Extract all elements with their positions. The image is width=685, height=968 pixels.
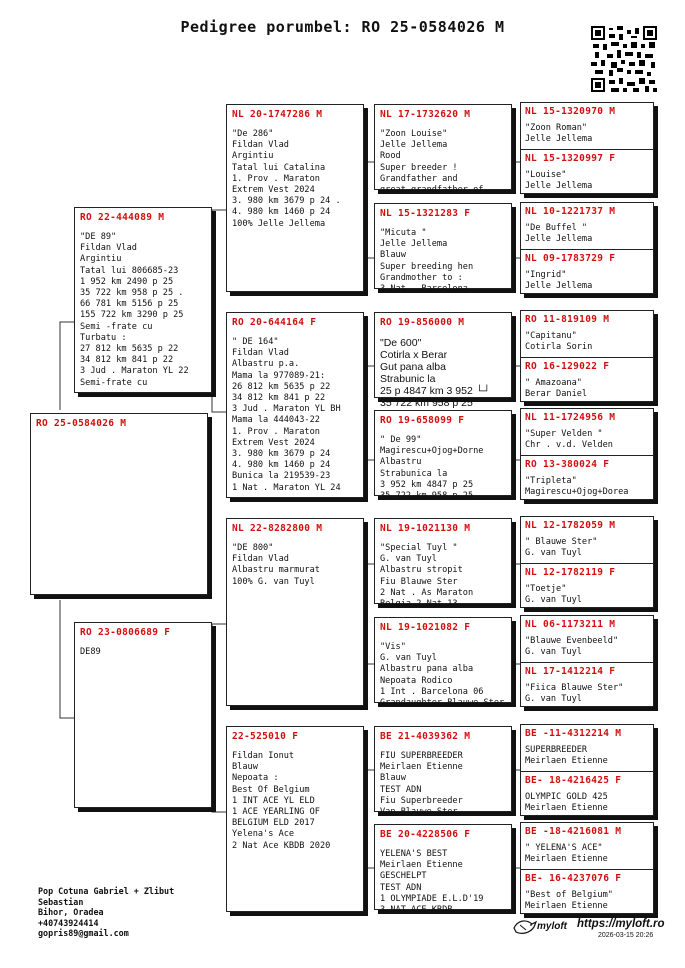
- info-line: Meirlaen Etienne: [525, 803, 608, 814]
- info-line: 1 952 km 2490 p 25: [80, 276, 174, 287]
- info-line: Strabunica la: [380, 468, 448, 479]
- ancestor-ring: NL 09-1783729 F: [525, 253, 616, 264]
- info-line: Strabunic la: [380, 373, 436, 385]
- info-line: "Toetje": [525, 584, 567, 594]
- great-grandparent-lines: [380, 642, 506, 709]
- info-line: " YELENA'S ACE": [525, 843, 603, 853]
- ancestor-entry[interactable]: [521, 149, 653, 195]
- info-line: Gut pana alba: [380, 361, 446, 373]
- grandparent-lines: [232, 129, 358, 230]
- info-line: Semi-frate cu: [80, 377, 148, 388]
- info-line: Fildan Vlad: [232, 140, 289, 151]
- ancestor-ring: BE- 16-4237076 F: [525, 873, 622, 884]
- ancestor-pair-card: [520, 724, 654, 816]
- ancestor-lines: [525, 170, 649, 192]
- info-line: Fildan Ionut: [232, 751, 295, 761]
- ancestor-entry[interactable]: [521, 203, 653, 249]
- info-line: 25 p 4847 km 3 952 └┘: [380, 385, 491, 397]
- ancestor-lines: [525, 890, 649, 912]
- ancestor-entry[interactable]: [521, 311, 653, 357]
- sire-lines: [80, 232, 206, 389]
- ancestor-entry[interactable]: [521, 771, 653, 817]
- ancestor-pair-card: [520, 202, 654, 294]
- great-grandparent-ring: NL 19-1021130 M: [380, 523, 471, 534]
- info-line: Extrem Vest 2024: [232, 437, 315, 448]
- info-line: G. van Tuyl: [525, 694, 582, 705]
- ancestor-entry[interactable]: [521, 455, 653, 501]
- great-grandparent-card[interactable]: [374, 617, 512, 709]
- info-line: Fildan Vlad: [80, 243, 137, 254]
- info-line: "Ingrid": [525, 270, 567, 280]
- info-line: "De 286": [232, 129, 274, 139]
- grandparent-ring: 22-525010 F: [232, 731, 299, 742]
- info-line: Meirlaen Etienne: [525, 854, 608, 865]
- info-line: gopris89@gmail.com: [38, 928, 129, 939]
- info-line: Fiu Blauwe Ster: [380, 576, 458, 587]
- info-line: "Best of Belgium": [525, 890, 613, 900]
- dam-card[interactable]: [74, 622, 212, 808]
- info-line: Argintiu: [232, 151, 274, 162]
- ancestor-lines: [525, 378, 649, 400]
- great-grandparent-lines: [380, 129, 506, 196]
- info-line: Bihor, Oradea: [38, 907, 104, 918]
- great-grandparent-card[interactable]: [374, 824, 512, 916]
- ancestor-entry[interactable]: [521, 249, 653, 295]
- info-line: Jelle Jellema: [525, 134, 593, 145]
- info-line: 3 Jud . Maraton YL 22: [80, 366, 189, 377]
- info-line: "Super Velden ": [525, 429, 603, 439]
- info-line: great grandfather of: [380, 185, 484, 196]
- ancestor-entry[interactable]: [521, 725, 653, 771]
- info-line: 4. 980 km 1460 p 24: [232, 460, 331, 471]
- info-line: Albastru stropit: [380, 565, 463, 576]
- ancestor-lines: [525, 843, 649, 865]
- info-line: "DE 89": [80, 232, 117, 242]
- ancestor-entry[interactable]: [521, 869, 653, 915]
- info-line: Grandfather and: [380, 173, 458, 184]
- info-line: Chr . v.d. Velden: [525, 440, 613, 451]
- info-line: "Zoon Roman": [525, 123, 588, 133]
- info-line: 100% Jelle Jellema: [232, 218, 326, 229]
- great-grandparent-ring: BE 21-4039362 M: [380, 731, 471, 742]
- ancestor-ring: NL 12-1782119 F: [525, 567, 616, 578]
- info-line: Rood: [380, 151, 401, 162]
- info-line: 2 Nat . As Maraton: [380, 587, 474, 598]
- info-line: G. van Tuyl: [525, 647, 582, 658]
- great-grandparent-card[interactable]: [374, 410, 512, 502]
- info-line: 66 781 km 5156 p 25: [80, 299, 179, 310]
- info-line: Nepoata Rodico: [380, 675, 453, 686]
- grandparent-lines: [232, 751, 358, 852]
- grandparent-lines: [232, 337, 358, 494]
- info-line: Argintiu: [80, 254, 122, 265]
- ancestor-ring: RO 16-129022 F: [525, 361, 610, 372]
- grandparent-ring: NL 22-8282800 M: [232, 523, 323, 534]
- info-line: Albastru pana alba: [380, 664, 474, 675]
- great-grandparent-card[interactable]: [374, 518, 512, 610]
- info-line: 1 Nat . Maraton YL 24: [232, 482, 341, 493]
- info-line: Albastru marmurat: [232, 565, 320, 576]
- info-line: 35 722 km 958 p 25 .: [80, 288, 184, 299]
- info-line: 3 NAT ACE KBDB: [380, 905, 453, 916]
- info-line: Turbatu :: [80, 332, 127, 343]
- info-line: Fiu Superbreeder: [380, 795, 463, 806]
- info-line: "Zoon Louise": [380, 129, 448, 139]
- ancestor-lines: [525, 223, 649, 245]
- info-line: Semi -frate cu: [80, 321, 153, 332]
- info-line: G. van Tuyl: [525, 595, 582, 606]
- info-line: 27 812 km 5635 p 22: [80, 344, 179, 355]
- great-grandparent-lines: [380, 435, 506, 502]
- info-line: Cotirla Sorin: [525, 342, 593, 353]
- great-grandparent-lines: [380, 751, 506, 818]
- ancestor-pair-card: [520, 310, 654, 402]
- ancestor-entry[interactable]: [521, 357, 653, 403]
- great-grandparent-ring: BE 20-4228506 F: [380, 829, 471, 840]
- info-line: Pop Cotuna Gabriel + Zlibut: [38, 886, 175, 896]
- info-line: "DE 800": [232, 543, 274, 553]
- info-line: "Micuta ": [380, 228, 427, 238]
- qr-code: [591, 26, 657, 92]
- grandparent-lines: [232, 543, 358, 588]
- info-line: Blauw: [380, 250, 406, 261]
- info-line: SUPERBREEDER: [525, 745, 588, 755]
- info-line: "Special Tuyl ": [380, 543, 458, 553]
- great-grandparent-card[interactable]: [374, 312, 512, 409]
- info-line: Magirescu+Ojog+Dorea: [525, 487, 629, 498]
- info-line: 100% G. van Tuyl: [232, 576, 315, 587]
- ancestor-ring: RO 11-819109 M: [525, 314, 610, 325]
- info-line: 155 722 km 3290 p 25: [80, 310, 184, 321]
- ancestor-pair-card: [520, 408, 654, 500]
- ancestor-entry[interactable]: [521, 517, 653, 563]
- info-line: Best Of Belgium: [232, 784, 310, 795]
- ancestor-lines: [525, 270, 649, 292]
- info-line: 3 952 km 4847 p 25: [380, 479, 474, 490]
- info-line: G. van Tuyl: [525, 548, 582, 559]
- dam-ring: RO 23-0806689 F: [80, 627, 171, 638]
- grandparent-ring: RO 20-644164 F: [232, 317, 317, 328]
- info-line: Van Blauwe Ster: [380, 807, 458, 818]
- great-grandparent-ring: RO 19-856000 M: [380, 317, 465, 328]
- great-grandparent-ring: NL 17-1732620 M: [380, 109, 471, 120]
- info-line: BELGIUM ELD 2017: [232, 818, 315, 829]
- ancestor-lines: [525, 476, 649, 498]
- info-line: 35 722 km 958 p 25: [380, 491, 474, 502]
- ancestor-lines: [525, 584, 649, 606]
- info-line: Sebastian: [38, 896, 84, 907]
- info-line: FIU SUPERBREEDER: [380, 751, 463, 761]
- ancestor-entry[interactable]: [521, 409, 653, 455]
- info-line: TEST ADN: [380, 784, 422, 795]
- info-line: Meirlaen Etienne: [380, 860, 463, 871]
- info-line: 2 Nat Ace KBDB 2020: [232, 840, 331, 851]
- info-line: 1. Prov . Maraton: [232, 173, 320, 184]
- ancestor-lines: [525, 745, 649, 767]
- info-line: Belgia 2 Nat 13: [380, 599, 458, 610]
- info-line: Fildan Vlad: [232, 348, 289, 359]
- great-grandparent-lines: [380, 543, 506, 610]
- info-line: 34 812 km 841 p 22: [232, 393, 326, 404]
- ancestor-ring: NL 15-1320970 M: [525, 106, 616, 117]
- info-line: Super breeder !: [380, 162, 458, 173]
- ancestor-entry[interactable]: [521, 823, 653, 869]
- brand-name: myloft: [537, 921, 567, 932]
- subject-ring: RO 25-0584026 M: [36, 418, 127, 429]
- info-line: Jelle Jellema: [380, 239, 448, 250]
- info-line: Jelle Jellema: [525, 181, 593, 192]
- info-line: "Blauwe Evenbeeld": [525, 636, 619, 646]
- info-line: Magirescu+Ojog+Dorne: [380, 446, 484, 457]
- ancestor-lines: [525, 792, 649, 814]
- info-line: Jelle Jellema: [380, 140, 448, 151]
- grandparent-ring: NL 20-1747286 M: [232, 109, 323, 120]
- great-grandparent-ring: NL 19-1021082 F: [380, 622, 471, 633]
- great-grandparent-ring: NL 15-1321283 F: [380, 208, 471, 219]
- info-line: Grandmother to :: [380, 272, 463, 283]
- grandparent-card[interactable]: [226, 726, 364, 912]
- ancestor-pair-card: [520, 516, 654, 608]
- info-line: "Louise": [525, 170, 567, 180]
- info-line: Extrem Vest 2024: [232, 185, 315, 196]
- ancestor-ring: BE -18-4216081 M: [525, 826, 622, 837]
- great-grandparent-card[interactable]: [374, 726, 512, 818]
- grandparent-card[interactable]: [226, 518, 364, 706]
- ancestor-entry[interactable]: [521, 616, 653, 662]
- great-grandparent-lines: [380, 849, 506, 916]
- ancestor-pair-card: [520, 615, 654, 707]
- info-line: " Blauwe Ster": [525, 537, 598, 547]
- info-line: Yelena's Ace: [232, 829, 295, 840]
- info-line: 1 INT ACE YL ELD: [232, 795, 315, 806]
- ancestor-pair-card: [520, 822, 654, 914]
- ancestor-ring: NL 11-1724956 M: [525, 412, 616, 423]
- info-line: Mama la 977089-21:: [232, 370, 326, 381]
- info-line: Grandaughter Blauwe Ster: [380, 698, 505, 709]
- info-line: Jelle Jellema: [525, 234, 593, 245]
- great-grandparent-card[interactable]: [374, 104, 512, 196]
- info-line: 3 Nat . Barcelona: [380, 284, 468, 295]
- info-line: Tatal lui Catalina: [232, 162, 326, 173]
- info-line: Cotirla x Berar: [380, 349, 448, 361]
- info-line: " DE 164": [232, 337, 279, 347]
- info-line: 35 722 km 958 p 25: [380, 397, 473, 409]
- info-line: YELENA'S BEST: [380, 849, 448, 859]
- site-link[interactable]: https://myloft.ro: [577, 918, 665, 930]
- grandparent-card[interactable]: [226, 104, 364, 292]
- ancestor-ring: NL 17-1412214 F: [525, 666, 616, 677]
- info-line: DE89: [80, 647, 101, 657]
- sire-ring: RO 22-444089 M: [80, 212, 165, 223]
- great-grandparent-card[interactable]: [374, 203, 512, 295]
- info-line: Tatal lui 806685-23: [80, 265, 179, 276]
- ancestor-ring: NL 06-1173211 M: [525, 619, 616, 630]
- info-line: 4. 980 km 1460 p 24: [232, 207, 331, 218]
- info-line: "Fiica Blauwe Ster": [525, 683, 624, 693]
- info-line: GESCHELPT: [380, 871, 427, 882]
- info-line: G. van Tuyl: [380, 554, 437, 565]
- ancestor-lines: [525, 429, 649, 451]
- info-line: OLYMPIC GOLD 425: [525, 792, 608, 802]
- info-line: Berar Daniel: [525, 389, 588, 400]
- info-line: 1 Int . Barcelona 06: [380, 686, 484, 697]
- info-line: TEST ADN: [380, 882, 422, 893]
- ancestor-ring: NL 15-1320997 F: [525, 153, 616, 164]
- ancestor-entry[interactable]: [521, 563, 653, 609]
- print-timestamp: 2026-03-15 20:26: [598, 932, 654, 939]
- ancestor-lines: [525, 123, 649, 145]
- ancestor-ring: RO 13-380024 F: [525, 459, 610, 470]
- ancestor-entry[interactable]: [521, 662, 653, 708]
- info-line: 1. Prov . Maraton: [232, 426, 320, 437]
- info-line: Mama la 444043-22: [232, 415, 320, 426]
- great-grandparent-lines: [380, 337, 506, 409]
- ancestor-lines: [525, 331, 649, 353]
- ancestor-ring: BE -11-4312214 M: [525, 728, 622, 739]
- info-line: "Capitanu": [525, 331, 577, 341]
- info-line: G. van Tuyl: [380, 653, 437, 664]
- ancestor-lines: [525, 683, 649, 705]
- info-line: Albastru p.a.: [232, 359, 300, 370]
- ancestor-lines: [525, 636, 649, 658]
- info-line: " Amazoana": [525, 378, 582, 388]
- info-line: Fildan Vlad: [232, 554, 289, 565]
- info-line: Blauw: [232, 762, 258, 773]
- info-line: 3 Jud . Maraton YL BH: [232, 404, 341, 415]
- info-line: 1 OLYMPIADE E.L.D'19: [380, 893, 484, 904]
- info-line: Nepoata :: [232, 773, 279, 784]
- info-line: 1 ACE YEARLING OF: [232, 807, 320, 818]
- info-line: Bunica la 219539-23: [232, 471, 331, 482]
- info-line: 3. 980 km 3679 p 24 .: [232, 196, 341, 207]
- info-line: 26 812 km 5635 p 22: [232, 381, 331, 392]
- info-line: Meirlaen Etienne: [380, 762, 463, 773]
- sire-card[interactable]: [74, 207, 212, 393]
- info-line: Albastru: [380, 457, 422, 468]
- info-line: Jelle Jellema: [525, 281, 593, 292]
- info-line: "Vis": [380, 642, 406, 652]
- info-line: Blauw: [380, 773, 406, 784]
- ancestor-lines: [525, 537, 649, 559]
- page-title: Pedigree porumbel: RO 25-0584026 M: [180, 18, 505, 36]
- ancestor-ring: BE- 18-4216425 F: [525, 775, 622, 786]
- dam-lines: [80, 647, 206, 658]
- ancestor-ring: NL 10-1221737 M: [525, 206, 616, 217]
- subject-card[interactable]: [30, 413, 208, 595]
- ancestor-entry[interactable]: [521, 103, 653, 149]
- info-line: +40743924414: [38, 917, 99, 928]
- info-line: 34 812 km 841 p 22: [80, 355, 174, 366]
- info-line: " De 99": [380, 435, 422, 445]
- info-line: Meirlaen Etienne: [525, 901, 608, 912]
- owner-info: [38, 886, 174, 939]
- info-line: 3. 980 km 3679 p 24: [232, 449, 331, 460]
- ancestor-pair-card: [520, 102, 654, 194]
- info-line: "De Buffel ": [525, 223, 588, 233]
- info-line: "Tripleta": [525, 476, 577, 486]
- great-grandparent-ring: RO 19-658099 F: [380, 415, 465, 426]
- grandparent-card[interactable]: [226, 312, 364, 498]
- info-line: Meirlaen Etienne: [525, 756, 608, 767]
- great-grandparent-lines: [380, 228, 506, 295]
- info-line: "De 600": [380, 337, 422, 349]
- ancestor-ring: NL 12-1782059 M: [525, 520, 616, 531]
- info-line: Super breeding hen: [380, 261, 474, 272]
